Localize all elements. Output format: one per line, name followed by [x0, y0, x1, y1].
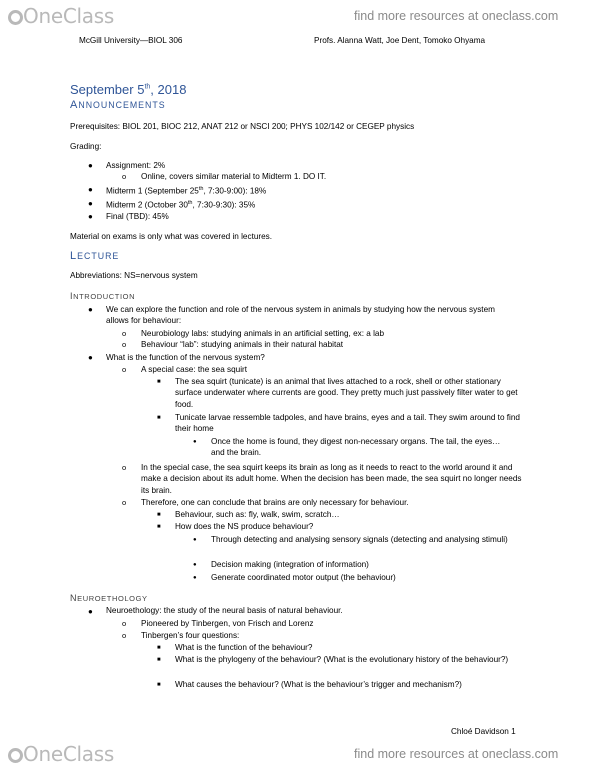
square-bullet-icon: ■ — [157, 512, 161, 518]
square-bullet-icon: ■ — [157, 645, 161, 651]
oneclass-logo-bottom — [8, 742, 114, 766]
bullet-icon: ● — [88, 353, 93, 362]
question-2: What is the phylogeny of the behaviour? (What is the evolutionary history of the behaviour?) — [175, 655, 509, 664]
logo-ring-icon — [8, 10, 23, 25]
heading-rest: NTRODUCTION — [73, 292, 136, 301]
professors: Profs. Alanna Watt, Joe Dent, Tomoko Ohyama — [314, 36, 486, 45]
midterm1-sup: th — [198, 186, 204, 192]
bullet-icon: ● — [193, 537, 197, 543]
bullet-icon: ● — [88, 212, 93, 221]
grade-assignment-note: Online, covers similar material to Midterm 1. DO IT. — [141, 172, 327, 181]
introduction-heading — [70, 291, 135, 301]
midterm2-post: , 7:30-9:30): 35% — [192, 200, 256, 210]
question-function: What is the function of the nervous system? — [106, 353, 265, 362]
lecture-date — [70, 82, 186, 97]
motor-output: Generate coordinated motor output (the behaviour) — [211, 573, 396, 582]
special-case: A special case: the sea squirt — [141, 365, 248, 374]
how-ns-question: How does the NS produce behaviour? — [175, 522, 314, 531]
course-name: McGill University—BIOL 306 — [79, 36, 183, 45]
bullet-icon: ● — [88, 305, 93, 314]
heading-rest: EUROETHOLOGY — [77, 594, 148, 603]
four-questions: Tinbergen’s four questions: — [141, 631, 240, 640]
bullet-icon: ● — [193, 562, 197, 568]
tunicate-description: The sea squirt (tunicate) is an animal that lives attached to a rock, shell or other stationary surface underwater where currents are good. They pretty much just passively filter water to get food. — [175, 377, 518, 409]
bullet-icon: ● — [88, 185, 93, 194]
square-bullet-icon: ■ — [157, 657, 161, 663]
abbreviations: Abbreviations: NS=nervous system — [70, 271, 198, 280]
heading-rest: NNOUNCEMENTS — [78, 100, 166, 110]
square-bullet-icon: ■ — [157, 524, 161, 530]
pioneers: Pioneered by Tinbergen, von Frisch and Lorenz — [141, 619, 314, 628]
square-bullet-icon: ■ — [157, 415, 161, 421]
circle-bullet-icon: o — [122, 340, 127, 349]
oneclass-logo — [8, 4, 114, 28]
bullet-icon: ● — [88, 607, 93, 616]
bullet-icon: ● — [193, 575, 197, 581]
heading-initial: N — [70, 593, 78, 603]
question-3: What causes the behaviour? (What is the behaviour’s trigger and mechanism?) — [175, 680, 462, 689]
circle-bullet-icon: o — [122, 619, 127, 628]
bullet-icon: ● — [88, 161, 93, 170]
exams-note: Material on exams is only what was covered in lectures. — [70, 232, 273, 241]
grade-midterm2 — [106, 198, 255, 211]
special-case-brain: In the special case, the sea squirt keeps its brain as long as it needs to react to the world around it and make a decision about its adult home. When the decision has been made, the sea squirt no longer needs its brain. — [141, 463, 522, 495]
tunicate-larvae: Tunicate larvae ressemble tadpoles, and have brains, eyes and a tail. They swim around to find their home — [175, 413, 520, 434]
heading-initial: A — [70, 99, 79, 111]
circle-bullet-icon: o — [122, 463, 127, 472]
bullet-icon: ● — [88, 199, 93, 208]
circle-bullet-icon: o — [122, 498, 127, 507]
lecture-heading — [70, 250, 119, 262]
neuroethology-heading — [70, 593, 148, 603]
circle-bullet-icon: o — [122, 631, 127, 640]
midterm2-sup: th — [187, 200, 193, 206]
date-year: , 2018 — [150, 82, 187, 97]
date-main: September 5 — [70, 82, 145, 97]
midterm1-pre: Midterm 1 (September 25 — [106, 186, 199, 196]
intro-paragraph: We can explore the function and role of the nervous system in animals by studying how the nervous system allows for behaviour: — [106, 305, 495, 326]
detecting-signals: Through detecting and analysing sensory signals (detecting and analysing stimuli) — [211, 535, 508, 544]
circle-bullet-icon: o — [122, 329, 127, 338]
behaviour-examples: Behaviour, such as: fly, walk, swim, scratch… — [175, 510, 340, 519]
heading-rest: ECTURE — [77, 251, 120, 261]
grading-label: Grading: — [70, 142, 102, 151]
top-resources-link[interactable]: find more resources at oneclass.com — [354, 9, 559, 23]
bullet-icon: ● — [193, 439, 197, 445]
logo-text: OneClass — [23, 742, 114, 766]
announcements-heading — [70, 99, 166, 111]
logo-text: OneClass — [23, 4, 114, 28]
heading-initial: I — [70, 291, 74, 301]
square-bullet-icon: ■ — [157, 682, 161, 688]
grade-final: Final (TBD): 45% — [106, 212, 169, 221]
conclusion: Therefore, one can conclude that brains are only necessary for behaviour. — [141, 498, 409, 507]
heading-initial: L — [70, 250, 78, 262]
midterm2-pre: Midterm 2 (October 30 — [106, 200, 188, 210]
question-1: What is the function of the behaviour? — [175, 643, 313, 652]
midterm1-post: , 7:30-9:00): 18% — [203, 186, 267, 196]
home-found: Once the home is found, they digest non-necessary organs. The tail, the eyes… and the brain. — [211, 437, 501, 458]
author-page: Chloé Davidson 1 — [451, 727, 516, 736]
grade-midterm1 — [106, 184, 266, 197]
decision-making: Decision making (integration of information) — [211, 560, 369, 569]
square-bullet-icon: ■ — [157, 379, 161, 385]
bottom-resources-link[interactable]: find more resources at oneclass.com — [354, 747, 559, 761]
neurobiology-labs: Neurobiology labs: studying animals in an artificial setting, ex: a lab — [141, 329, 385, 338]
logo-ring-icon — [8, 748, 23, 763]
behaviour-lab: Behaviour “lab”: studying animals in their natural habitat — [141, 340, 344, 349]
circle-bullet-icon: o — [122, 365, 127, 374]
neuroethology-definition: Neuroethology: the study of the neural basis of natural behaviour. — [106, 606, 343, 615]
circle-bullet-icon: o — [122, 172, 127, 181]
grade-assignment: Assignment: 2% — [106, 161, 166, 170]
prerequisites: Prerequisites: BIOL 201, BIOC 212, ANAT 212 or NSCI 200; PHYS 102/142 or CEGEP physics — [70, 122, 415, 131]
date-sup: th — [144, 83, 151, 91]
